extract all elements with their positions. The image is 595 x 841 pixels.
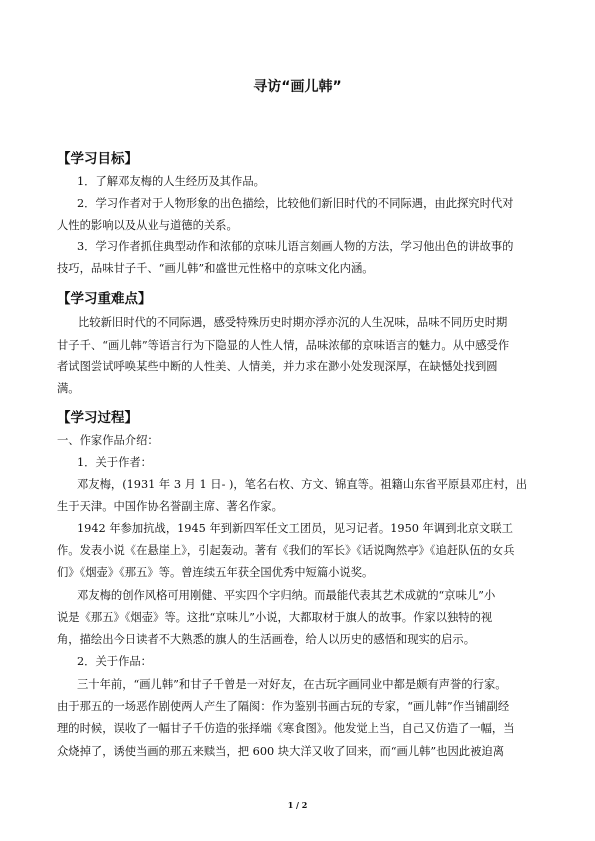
paragraph-line: 邓友梅的创作风格可用刚健、平实四个字归纳。而最能代表其艺术成就的“京味儿”小 — [77, 589, 496, 602]
paragraph-line: 3．学习作者抓住典型动作和浓郁的京味儿语言刻画人物的方法，学习他出色的讲故事的 — [77, 240, 514, 253]
paragraph-line: 1942 年参加抗战，1945 年到新四军任文工团员，见习记者。1950 年调到北京文联工 — [77, 522, 513, 535]
paragraph-line: 2．学习作者对于人物形象的出色描绘，比较他们新旧时代的不同际遇，由此探究时代对 — [77, 197, 514, 210]
paragraph-line: 满。 — [57, 382, 80, 395]
paragraph-line: 一、作家作品介绍： — [57, 434, 159, 447]
paragraph-line: 角，描绘出今日读者不大熟悉的旗人的生活画卷，给人以历史的感悟和现实的启示。 — [57, 633, 475, 646]
page-number: 1 / 2 — [287, 800, 308, 810]
paragraph-line: 生于天津。中国作协名誉副主席、著名作家。 — [57, 500, 283, 513]
paragraph-line: 邓友梅，(1931 年 3 月 1 日- )，笔名右枚、方文、锦直等。祖籍山东省平原县邓庄村，出 — [77, 478, 528, 491]
paragraph-line: 说是《那五》《烟壶》等。这批“京味儿”小说，大都取材于旗人的故事。作家以独特的视 — [57, 611, 493, 624]
paragraph-line: 们》《烟壶》《那五》等。曾连续五年获全国优秀中短篇小说奖。 — [57, 566, 374, 579]
paragraph-line: 比较新旧时代的不同际遇，感受特殊历史时期亦浮亦沉的人生况味，品味不同历史时期 — [78, 316, 508, 329]
paragraph-line: 由于那五的一场恶作剧使两人产生了隔阂：作为鉴别书画古玩的专家，“画儿韩”作当铺副经 — [57, 700, 510, 713]
paragraph-line: 技巧，品味甘子千、“画儿韩”和盛世元性格中的京味文化内涵。 — [57, 262, 374, 275]
paragraph-line: 2．关于作品： — [77, 655, 152, 668]
page-title: 寻访“画儿韩” — [253, 79, 342, 95]
section-heading-process: 【学习过程】 — [57, 410, 138, 426]
paragraph-line: 三十年前，“画儿韩”和甘子千曾是一对好友，在古玩字画同业中都是颇有声誉的行家。 — [77, 678, 507, 691]
paragraph-line: 1．了解邓友梅的人生经历及其作品。 — [77, 175, 265, 188]
paragraph-line: 人性的影响以及从业与道德的关系。 — [57, 219, 238, 232]
paragraph-line: 理的时候，误收了一幅甘子千仿造的张择端《寒食图》。他发觉上当，自己又仿造了一幅，当 — [57, 722, 515, 735]
paragraph-line: 者试图尝试呼唤某些中断的人性美、人情美，并力求在渺小处发现深厚，在缺憾处找到圆 — [57, 360, 498, 373]
paragraph-line: 1．关于作者： — [77, 456, 152, 469]
section-heading-goals: 【学习目标】 — [57, 151, 138, 167]
paragraph-line: 众烧掉了，诱使当画的那五来赎当，把 600 块大洋又收了回来，而“画儿韩”也因此被迫离 — [57, 745, 504, 758]
paragraph-line: 甘子千、“画儿韩”等语言行为下隐显的人性人情，品味浓郁的京味语言的魅力。从中感受作 — [57, 339, 510, 352]
section-heading-key-points: 【学习重难点】 — [57, 291, 152, 307]
paragraph-line: 作。发表小说《在悬崖上》，引起轰动。著有《我们的军长》《话说陶然亭》《追赶队伍的女兵 — [57, 544, 515, 557]
